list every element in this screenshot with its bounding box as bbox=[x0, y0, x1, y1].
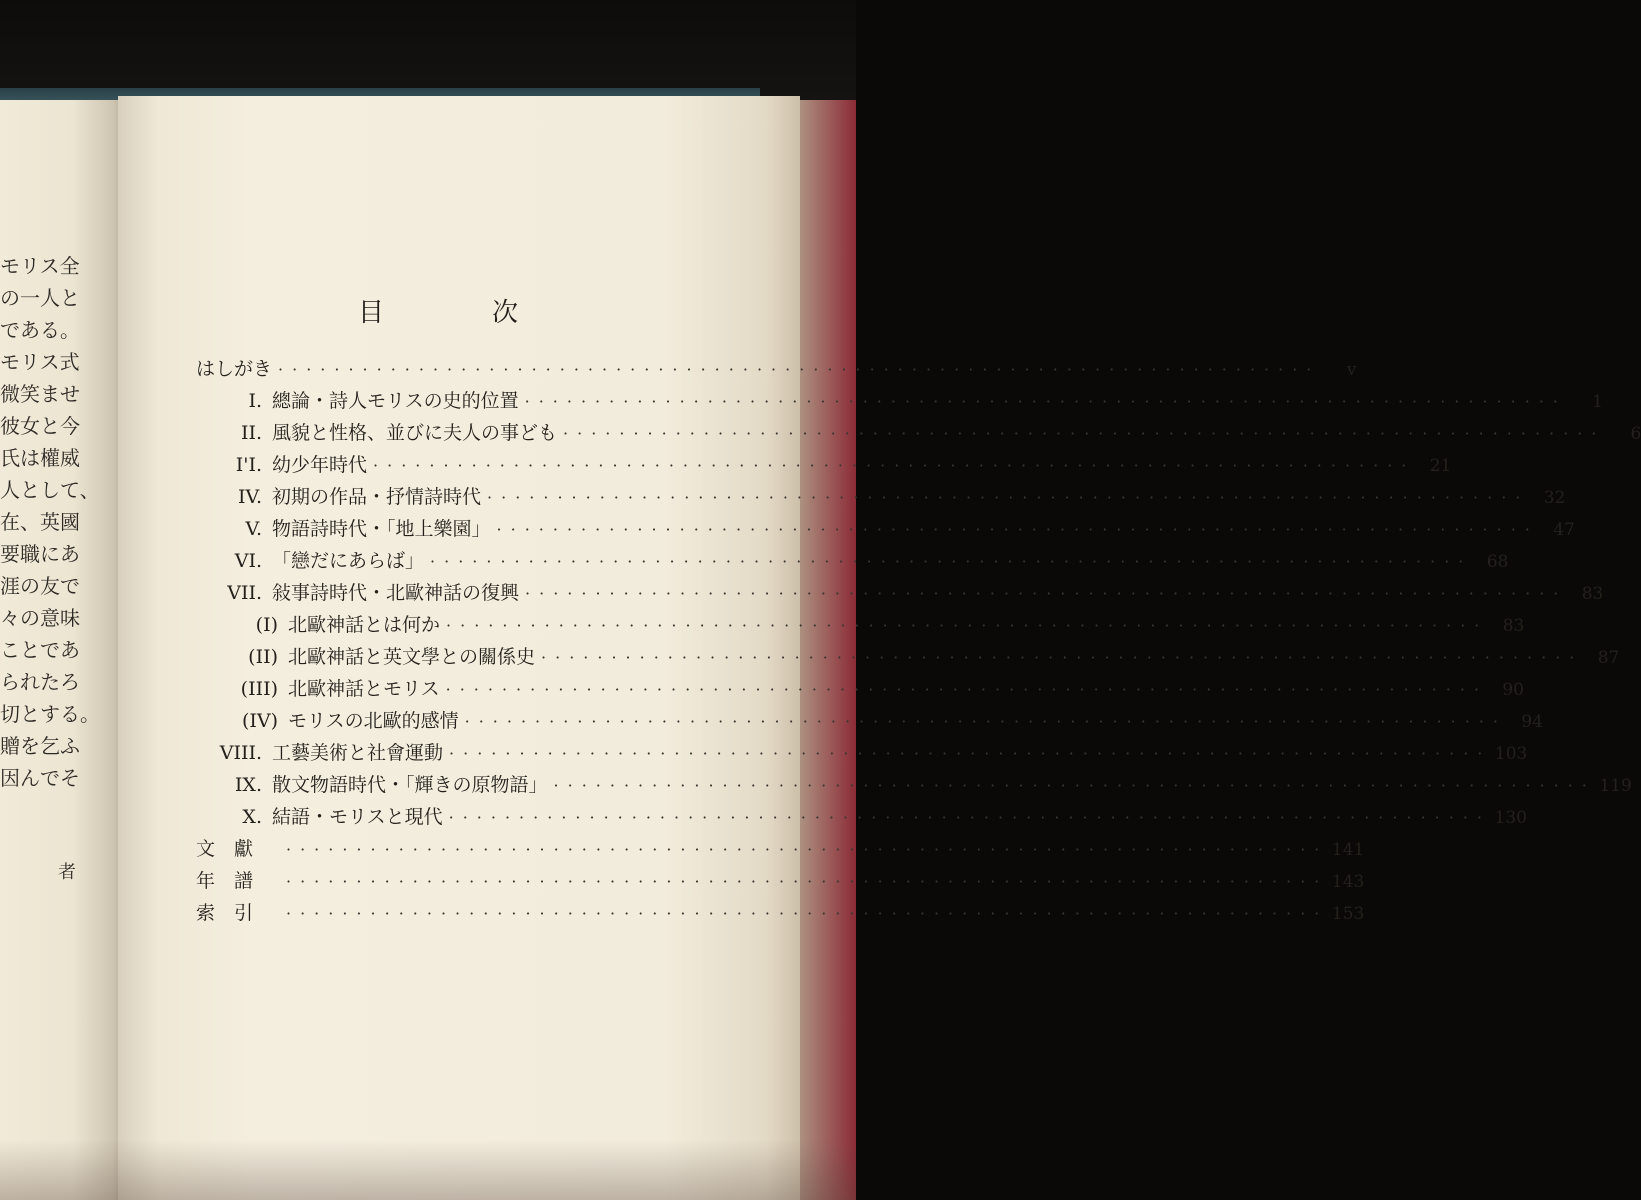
left-page-line: ことであ bbox=[0, 638, 80, 662]
toc-entry-number: I'I. bbox=[235, 454, 262, 476]
toc-subentry bbox=[196, 674, 1524, 704]
toc-entry-page: 141 bbox=[1331, 840, 1365, 860]
left-page-line: られたろ bbox=[0, 670, 80, 694]
toc-entry-number: IX. bbox=[234, 774, 262, 796]
toc-entry-label: 索 引 bbox=[196, 902, 254, 924]
left-page-line: 微笑ませ bbox=[0, 382, 80, 406]
left-page bbox=[0, 100, 132, 1200]
toc-entry-page: 153 bbox=[1331, 904, 1365, 924]
toc-entry-page: 83 bbox=[1502, 616, 1525, 636]
toc-entry-number: II. bbox=[240, 422, 262, 444]
toc-entry bbox=[196, 866, 1365, 896]
left-page-line: モリス式 bbox=[0, 350, 80, 374]
leader-dots bbox=[481, 488, 1529, 507]
left-page-line: 々の意味 bbox=[0, 606, 80, 630]
left-page-line: 氏は權威 bbox=[0, 446, 80, 470]
toc-subentry bbox=[196, 642, 1620, 672]
toc-entry-page: 21 bbox=[1429, 456, 1452, 476]
left-page-line: 涯の友で bbox=[0, 574, 80, 598]
left-page-line: 在、英國 bbox=[0, 510, 80, 534]
toc-entry-number: VI. bbox=[234, 550, 262, 572]
leader-dots bbox=[440, 616, 1488, 635]
toc-entry-label: 物語詩時代・「地上樂園」 bbox=[272, 518, 491, 540]
toc-entry-number: (I) bbox=[255, 614, 278, 636]
toc-entry-label: 文 獻 bbox=[196, 838, 254, 860]
toc-entry bbox=[196, 546, 1509, 576]
toc-entry-number: VIII. bbox=[219, 742, 262, 764]
leader-dots bbox=[519, 392, 1567, 411]
toc-entry-page: 32 bbox=[1543, 488, 1566, 508]
toc-entry-page: 68 bbox=[1486, 552, 1509, 572]
left-page-line: の一人と bbox=[0, 286, 80, 310]
page-title bbox=[358, 292, 518, 329]
toc-entry-number: IV. bbox=[238, 486, 262, 508]
leader-dots bbox=[443, 808, 1491, 827]
leader-dots bbox=[440, 680, 1488, 699]
toc-subentry bbox=[196, 610, 1525, 640]
toc-entry-number: I. bbox=[248, 390, 262, 412]
toc-entry bbox=[196, 834, 1365, 864]
toc-entry-label: 敍事詩時代・北歐神話の復興 bbox=[272, 582, 520, 604]
leader-dots bbox=[519, 584, 1567, 603]
toc-entry-label: 初期の作品・抒情詩時代 bbox=[272, 486, 482, 508]
toc-entry-label: 總論・詩人モリスの史的位置 bbox=[272, 390, 519, 412]
leader-dots bbox=[367, 456, 1415, 475]
left-page-line: 人として、 bbox=[0, 478, 100, 502]
toc-entry-label: 散文物語時代・「輝きの原物語」 bbox=[272, 774, 548, 796]
leader-dots bbox=[459, 712, 1507, 731]
leader-dots bbox=[443, 744, 1491, 763]
toc-entry-page: 143 bbox=[1331, 872, 1365, 892]
toc-entry-page: 94 bbox=[1521, 712, 1543, 732]
leader-dots bbox=[491, 520, 1539, 539]
toc-entry-number: (III) bbox=[240, 678, 278, 700]
title-char: 目 bbox=[358, 298, 385, 328]
toc-entry-label: 北歐神話とモリス bbox=[288, 678, 440, 700]
toc-entry-label: はしがき bbox=[196, 358, 273, 380]
leader-dots bbox=[557, 424, 1605, 443]
toc-entry bbox=[196, 770, 1632, 800]
toc-entry-number: X. bbox=[242, 806, 262, 828]
leader-dots bbox=[280, 904, 1328, 923]
toc-entry-label: 「戀だにあらば」 bbox=[272, 550, 425, 572]
left-page-line: 要職にあ bbox=[0, 542, 80, 566]
left-page-line: 彼女と今 bbox=[0, 414, 80, 438]
toc-entry-page: v bbox=[1346, 360, 1357, 380]
toc-entry-number: (II) bbox=[248, 646, 278, 668]
leader-dots bbox=[424, 552, 1472, 571]
title-char: 次 bbox=[491, 298, 518, 328]
toc-entry-label: 工藝美術と社會運動 bbox=[272, 742, 444, 764]
toc-entry-label: 北歐神話とは何か bbox=[288, 614, 441, 636]
toc-entry-page: 119 bbox=[1599, 776, 1632, 796]
toc-entry-number: V. bbox=[245, 518, 262, 540]
left-page-line: 贈を乞ふ bbox=[0, 734, 80, 758]
toc-entry-page: 87 bbox=[1597, 648, 1620, 668]
toc-entry bbox=[196, 514, 1575, 544]
toc-entry-page: 83 bbox=[1581, 584, 1604, 604]
left-page-line: 因んでそ bbox=[0, 766, 80, 790]
toc-entry bbox=[196, 482, 1566, 512]
toc-entry-label: 北歐神話と英文學との關係史 bbox=[288, 646, 536, 668]
leader-dots bbox=[535, 648, 1583, 667]
leader-dots bbox=[548, 776, 1596, 795]
left-page-signature: 者 bbox=[58, 862, 76, 883]
leader-dots bbox=[280, 840, 1328, 859]
toc-entry-page: 1 bbox=[1592, 392, 1603, 412]
toc-entry bbox=[196, 898, 1365, 928]
toc-entry-label: 幼少年時代 bbox=[272, 454, 368, 476]
toc-entry bbox=[196, 802, 1527, 832]
leader-dots bbox=[280, 872, 1328, 891]
toc-entry bbox=[196, 386, 1603, 416]
toc-entry-number: (IV) bbox=[241, 710, 278, 732]
toc-entry-page: 47 bbox=[1553, 520, 1575, 540]
toc-entry bbox=[196, 450, 1452, 480]
toc-entry-label: モリスの北歐的感情 bbox=[288, 710, 459, 732]
toc-entry-label: 年 譜 bbox=[196, 870, 254, 892]
toc-entry bbox=[196, 578, 1604, 608]
toc-entry-page: 103 bbox=[1494, 744, 1528, 764]
toc-entry-page: 90 bbox=[1502, 680, 1524, 700]
toc-entry bbox=[196, 354, 1357, 384]
left-page-line: モリス全 bbox=[0, 254, 80, 278]
left-page-line: である。 bbox=[0, 318, 80, 342]
toc-entry-number: VII. bbox=[227, 582, 262, 604]
toc-entry bbox=[196, 418, 1641, 448]
toc-entry-label: 風貌と性格、並びに夫人の事ども bbox=[272, 422, 558, 444]
toc-entry-page: 130 bbox=[1494, 808, 1527, 828]
toc-entry-label: 結語・モリスと現代 bbox=[272, 806, 443, 828]
toc-entry-page: 6 bbox=[1630, 424, 1641, 444]
toc-subentry bbox=[196, 706, 1543, 736]
left-page-line: 切とする。 bbox=[0, 702, 100, 726]
leader-dots bbox=[272, 360, 1320, 379]
toc-entry bbox=[196, 738, 1528, 768]
